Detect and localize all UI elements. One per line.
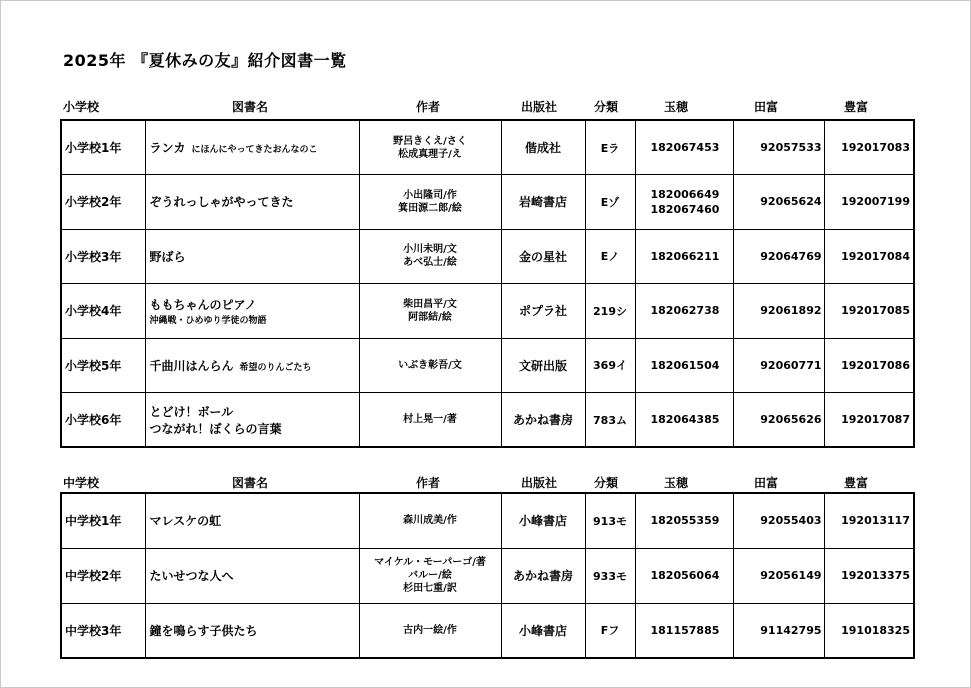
- tamaho-number: 182067460: [650, 202, 720, 216]
- tamaho-number: 182066211: [650, 249, 720, 263]
- junior-table: [60, 492, 915, 659]
- book-subtitle: 沖縄戦・ひめゆり学徒の物語: [149, 315, 267, 326]
- book-title-text: 千曲川はんらん: [149, 358, 234, 373]
- book-title-text: ランカ: [149, 141, 186, 155]
- grade-cell: 中学校3年: [61, 603, 145, 658]
- tamaho-number: 182061504: [650, 358, 720, 372]
- book-title-cell: [145, 175, 359, 230]
- header-tamaho: 玉穂: [664, 476, 689, 490]
- classification-cell: 933モ: [585, 548, 635, 603]
- header-tatomi: 田富: [754, 100, 779, 114]
- header-school: 小学校: [63, 100, 100, 114]
- grade-cell: 小学校5年: [61, 338, 145, 393]
- tamaho-cell: [635, 120, 733, 175]
- book-title: [150, 403, 359, 420]
- author-line: 小川未明/文: [403, 244, 457, 256]
- table-row: [61, 284, 914, 339]
- grade-cell: 小学校3年: [61, 229, 145, 284]
- grade-cell: 中学校1年: [61, 493, 145, 548]
- tatomi-cell: 91142795: [733, 603, 824, 658]
- tamaho-cell: [635, 284, 733, 339]
- table-row: [61, 229, 914, 284]
- book-title-cell: [145, 548, 359, 603]
- table-row: [61, 603, 914, 658]
- book-title: [150, 622, 359, 639]
- tatomi-cell: 92055403: [733, 493, 824, 548]
- table-row: [61, 393, 914, 448]
- toyotomi-cell: 192017083: [824, 120, 914, 175]
- toyotomi-cell: 192017087: [824, 393, 914, 448]
- book-title: [150, 139, 359, 156]
- grade-cell: 小学校4年: [61, 284, 145, 339]
- publisher-cell: あかね書房: [501, 548, 585, 603]
- toyotomi-cell: 192013375: [824, 548, 914, 603]
- author-cell: [359, 548, 501, 603]
- author-line: 杉田七重/訳: [403, 583, 457, 594]
- book-subtitle: にほんにやってきたおんなのこ: [191, 145, 318, 155]
- grade-cell: 小学校1年: [61, 120, 145, 175]
- book-title-text: ぞうれっしゃがやってきた: [149, 195, 294, 210]
- author-line: いぶき彰吾/文: [398, 359, 462, 371]
- tamaho-cell: [635, 493, 733, 548]
- classification-cell: 219シ: [585, 284, 635, 339]
- publisher-cell: 岩崎書店: [501, 175, 585, 230]
- author-cell: [359, 284, 501, 339]
- tamaho-number: 182067453: [650, 141, 720, 154]
- publisher-cell: ポプラ社: [501, 284, 585, 339]
- book-title-line2: つながれ！ぼくらの言葉: [149, 421, 282, 436]
- header-classification: 分類: [594, 100, 619, 114]
- author-cell: [359, 175, 501, 230]
- page-title: 2025年 『夏休みの友』紹介図書一覧: [63, 51, 347, 70]
- header-book: 図書名: [232, 100, 269, 114]
- book-title-cell: [145, 493, 359, 548]
- grade-cell: 中学校2年: [61, 548, 145, 603]
- tatomi-cell: 92057533: [733, 120, 824, 175]
- grade-cell: 小学校2年: [61, 175, 145, 230]
- tatomi-cell: 92056149: [733, 548, 824, 603]
- header-tamaho: 玉穂: [664, 100, 689, 114]
- publisher-cell: 小峰書店: [501, 603, 585, 658]
- header-tatomi: 田富: [754, 476, 779, 490]
- book-title-cell: [145, 393, 359, 448]
- tamaho-cell: [635, 548, 733, 603]
- book-title-text: たいせつな人へ: [149, 569, 234, 583]
- book-title: [150, 357, 359, 374]
- author-line: 森川成美/作: [403, 515, 457, 527]
- book-title-cell: [145, 284, 359, 339]
- author-line: 村上晃一/著: [403, 414, 457, 425]
- author-cell: [359, 229, 501, 284]
- author-cell: [359, 603, 501, 658]
- elementary-table: [60, 119, 915, 448]
- tamaho-number: 182055359: [650, 514, 720, 528]
- author-cell: [359, 338, 501, 393]
- tamaho-cell: [635, 175, 733, 230]
- tamaho-cell: [635, 338, 733, 393]
- author-cell: [359, 120, 501, 175]
- publisher-cell: 偕成社: [501, 120, 585, 175]
- book-title-text: とどけ！ボール: [149, 404, 234, 419]
- classification-cell: Eラ: [585, 120, 635, 175]
- tatomi-cell: 92061892: [733, 284, 824, 339]
- book-title: [150, 193, 359, 210]
- toyotomi-cell: 192017084: [824, 229, 914, 284]
- author-line: あべ弘士/絵: [403, 257, 457, 269]
- tamaho-number: 182006649: [650, 187, 720, 201]
- table-row: [61, 175, 914, 230]
- table-row: [61, 120, 914, 175]
- tatomi-cell: 92065626: [733, 393, 824, 448]
- table-row: [61, 548, 914, 603]
- book-title: [150, 296, 359, 313]
- publisher-cell: 小峰書店: [501, 493, 585, 548]
- author-line: バルー/絵: [408, 570, 452, 581]
- tamaho-number: 182056064: [650, 569, 720, 582]
- publisher-cell: 金の星社: [501, 229, 585, 284]
- author-line: 野呂きくえ/さく: [393, 135, 467, 147]
- header-classification: 分類: [594, 476, 619, 490]
- header-toyotomi: 豊富: [844, 476, 869, 490]
- classification-cell: 783ム: [585, 393, 635, 448]
- tamaho-number: 182062738: [650, 304, 720, 318]
- book-title-cell: [145, 338, 359, 393]
- toyotomi-cell: 192013117: [824, 493, 914, 548]
- header-publisher: 出版社: [521, 476, 558, 490]
- author-line: 柴田昌平/文: [403, 298, 457, 310]
- header-author: 作者: [416, 100, 441, 114]
- header-toyotomi: 豊富: [844, 100, 869, 114]
- tatomi-cell: 92065624: [733, 175, 824, 230]
- author-cell: [359, 493, 501, 548]
- grade-cell: 小学校6年: [61, 393, 145, 448]
- classification-cell: Eゾ: [585, 175, 635, 230]
- book-title: [150, 567, 359, 584]
- header-author: 作者: [416, 476, 441, 490]
- author-line: 小出隆司/作: [403, 189, 457, 201]
- book-title: [150, 248, 359, 265]
- author-line: 松成真理子/え: [398, 148, 462, 160]
- book-title-cell: [145, 229, 359, 284]
- book-title-text: マレスケの虹: [149, 514, 222, 529]
- tatomi-cell: 92060771: [733, 338, 824, 393]
- author-line: マイケル・モーパーゴ/著: [374, 557, 486, 568]
- author-line: 古内一絵/作: [403, 624, 457, 636]
- book-title-text: ももちゃんのピアノ: [149, 297, 257, 312]
- author-line: 箕田源二郎/絵: [398, 202, 462, 214]
- classification-cell: Eノ: [585, 229, 635, 284]
- tamaho-number: 182064385: [650, 413, 720, 426]
- author-line: 阿部結/絵: [408, 311, 452, 323]
- table-row: [61, 493, 914, 548]
- classification-cell: Fフ: [585, 603, 635, 658]
- tatomi-cell: 92064769: [733, 229, 824, 284]
- book-title-cell: [145, 603, 359, 658]
- toyotomi-cell: 191018325: [824, 603, 914, 658]
- header-publisher: 出版社: [521, 100, 558, 114]
- toyotomi-cell: 192017085: [824, 284, 914, 339]
- table-row: [61, 338, 914, 393]
- classification-cell: 913モ: [585, 493, 635, 548]
- book-title-text: 野ばら: [149, 249, 186, 264]
- header-book: 図書名: [232, 476, 269, 490]
- header-school: 中学校: [63, 476, 100, 490]
- book-subtitle: 希望のりんごたち: [239, 362, 312, 373]
- tamaho-cell: [635, 229, 733, 284]
- publisher-cell: 文研出版: [501, 338, 585, 393]
- book-title: [150, 512, 359, 529]
- toyotomi-cell: 192007199: [824, 175, 914, 230]
- classification-cell: 369イ: [585, 338, 635, 393]
- tamaho-number: 181157885: [650, 623, 720, 637]
- tamaho-cell: [635, 393, 733, 448]
- publisher-cell: あかね書房: [501, 393, 585, 448]
- tamaho-cell: [635, 603, 733, 658]
- toyotomi-cell: 192017086: [824, 338, 914, 393]
- book-title-cell: [145, 120, 359, 175]
- book-title-text: 鐘を鳴らす子供たち: [149, 623, 258, 638]
- author-cell: [359, 393, 501, 448]
